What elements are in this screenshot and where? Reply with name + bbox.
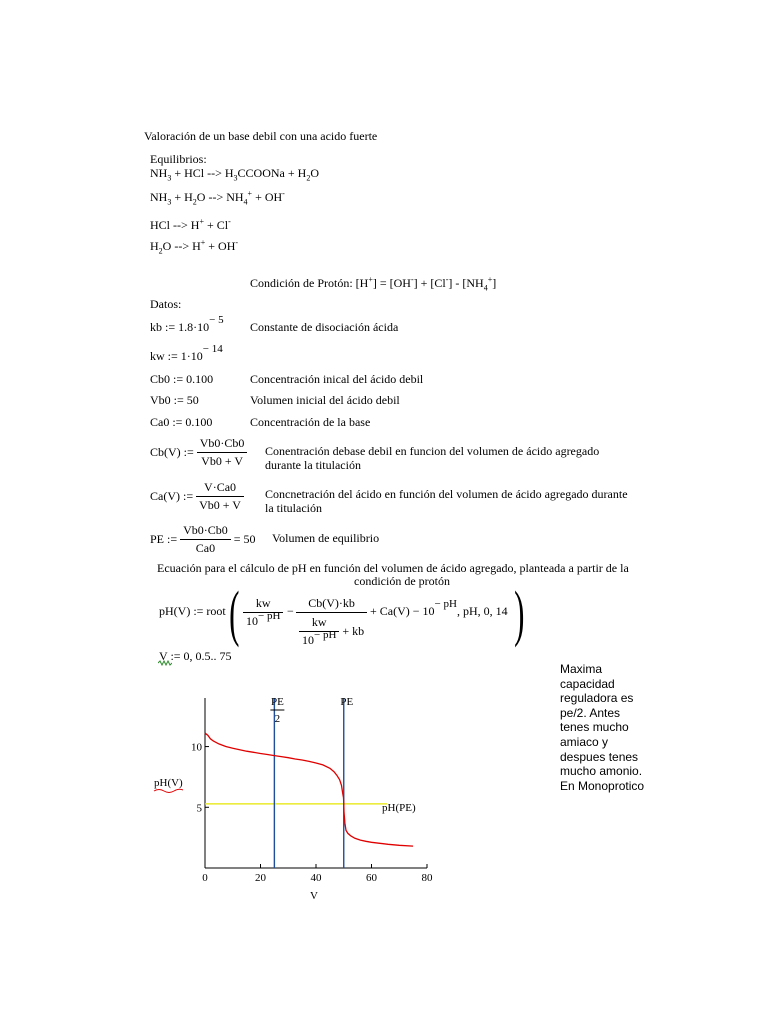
x-tick-label: 60: [366, 872, 377, 884]
right-paren: ): [514, 580, 525, 648]
ph-term-3: + Ca(V) − 10− pH, pH, 0, 14: [370, 598, 508, 618]
equation-2: $NH_3 + H_2O$ --> $NH_4^+ + OH^-$: [150, 189, 285, 207]
cav-description: Concnetración del ácido en función del volumen de ácido agregado durante la titulación: [265, 487, 628, 515]
pe-half-label-den: 2: [274, 713, 281, 725]
chart-reference-lines: [205, 698, 387, 868]
ph-equation-intro: Ecuación para el cálculo de pH en función del volumen de ácido agregado, planteada a partir de la: [157, 561, 629, 575]
kb-definition: kb := 1.8·10− 5: [150, 314, 224, 334]
equation-3: HCl --> H+ + Cl-: [150, 217, 231, 232]
kw-definition: kw := 1·10− 14: [150, 343, 223, 363]
v-range-definition: V := 0, 0.5.. 75: [159, 649, 232, 663]
vb0-definition: Vb0 := 50: [150, 393, 199, 407]
proton-condition: Condición de Protón: $[H^+] = [OH^-] + [Cl^-] - [NH_4^+]$: [250, 275, 497, 293]
ph-pe-label: pH(PE): [382, 801, 416, 814]
spellcheck-squiggle: [158, 660, 172, 666]
titration-chart: [145, 690, 445, 905]
data-label: Datos:: [150, 297, 182, 311]
ph-minus: −: [287, 604, 294, 618]
cav-definition: Ca(V) := $\frac{V\cdot Ca0}{Vb0 + V}$: [150, 480, 244, 513]
ca0-description: Concentración de la base: [250, 415, 371, 429]
pe-label: PE: [340, 696, 354, 708]
y-axis-label: pH(V): [154, 777, 183, 789]
y-tick-label: 10: [191, 741, 202, 754]
chart-labels: [154, 696, 433, 902]
x-tick-label: 0: [202, 872, 208, 884]
pe-description: Volumen de equilibrio: [272, 531, 380, 545]
pe-half-label-num: PE: [270, 696, 284, 708]
equation-4: $H_2O$ --> H+ + OH-: [150, 238, 239, 256]
ph-curve: [205, 733, 413, 846]
left-paren: (: [229, 580, 240, 648]
ph-term-1: $\frac{kw}{10- pH}$: [243, 596, 283, 629]
page-title: Valoración de un base debil con una acido fuerte: [144, 129, 378, 143]
ca0-definition: Ca0 := 0.100: [150, 415, 213, 429]
cbv-definition: Cb(V) := $\frac{Vb0\cdot Cb0}{Vb0 + V}$: [150, 436, 247, 469]
x-tick-label: 40: [310, 872, 322, 884]
cb0-definition: Cb0 := 0.100: [150, 372, 214, 386]
ph-lhs: pH(V) := root: [159, 604, 226, 618]
cbv-description: Conentración debase debil en funcion del volumen de ácido agregado durante la titulación: [265, 444, 600, 472]
side-note: Maxima capacidad reguladora es pe/2. Antes tenes mucho amiaco y despues tenes mucho amonio. En Monoprotico: [560, 662, 645, 793]
x-axis-label: V: [310, 890, 318, 902]
y-label-squiggle: [154, 789, 183, 792]
ph-equation-intro-2: condición de protón: [354, 574, 450, 588]
chart-axes: [205, 698, 427, 868]
equation-1: $NH_3$ + HCl --> $H_3CCOONa + H_2O$: [150, 166, 319, 183]
chart-series: [205, 733, 413, 846]
equilibria-label: Equilibrios:: [150, 152, 207, 166]
x-tick-label: 20: [255, 872, 266, 884]
pe-definition: PE := $\frac{Vb0\cdot Cb0}{Ca0}$ = 50: [150, 523, 256, 555]
cb0-description: Concentración inical del ácido debil: [250, 372, 424, 386]
kb-description: Constante de disociación ácida: [250, 320, 399, 334]
x-tick-label: 80: [421, 872, 433, 884]
vb0-description: Volumen inicial del ácido debil: [250, 393, 400, 407]
y-tick-label: 5: [196, 802, 202, 815]
ph-term-2: Cb(V)·kb $\frac{kw}{10- pH}$ + kb: [296, 596, 367, 648]
